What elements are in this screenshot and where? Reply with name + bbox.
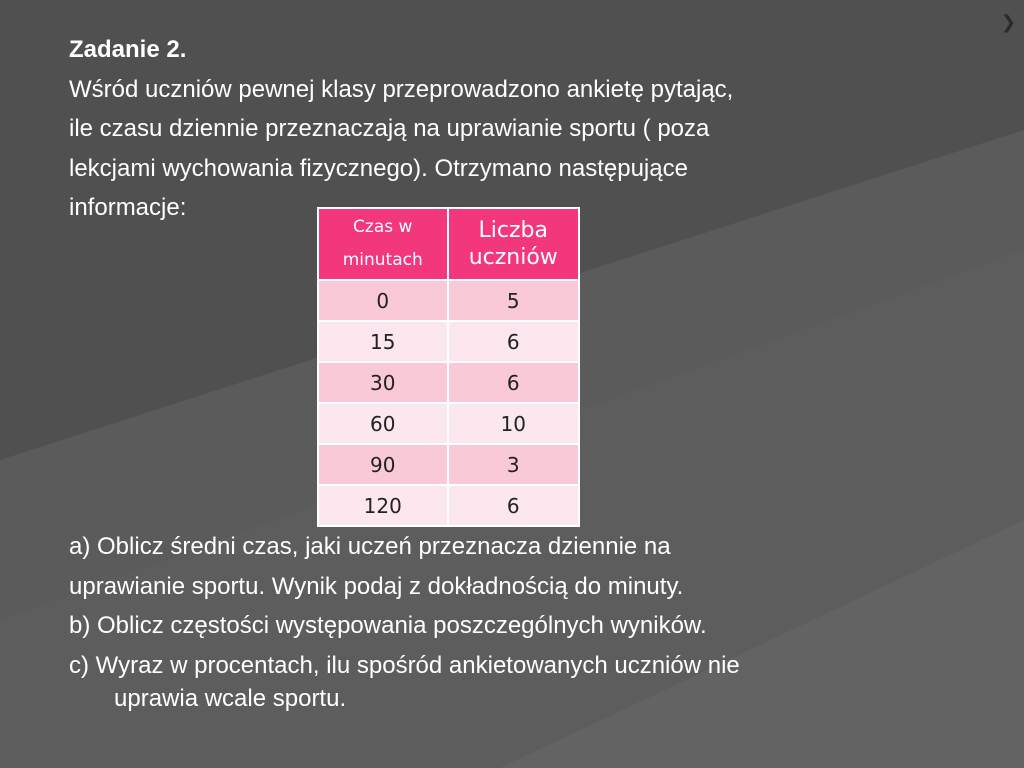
question-b: b) Oblicz częstości występowania poszczególnych wyników. [69,612,707,639]
question-c-line2: uprawia wcale sportu. [114,685,347,712]
chevron-right-icon: ❯ [1001,12,1017,33]
cell-czas: 120 [318,485,448,526]
header-liczba [448,208,580,280]
task-text [69,30,969,228]
questions [69,527,989,713]
question-c-line1: c) Wyraz w procentach, ilu spośród ankietowanych uczniów nie [69,651,740,679]
table-row [318,403,579,444]
cell-czas: 15 [318,321,448,362]
table-row [318,362,579,403]
cell-liczba: 6 [448,362,580,403]
task-intro-line: Wśród uczniów pewnej klasy przeprowadzono ankietę pytając, [69,75,734,103]
cell-liczba: 3 [448,444,580,485]
task-intro-line: lekcjami wychowania fizycznego). Otrzymano następujące [69,154,688,182]
header-liczba-line1: Liczba [478,218,548,243]
data-table [317,207,580,527]
cell-liczba: 5 [448,280,580,321]
cell-liczba: 6 [448,321,580,362]
header-czas-line2: minutach [342,250,423,270]
cell-czas: 0 [318,280,448,321]
header-czas-line1: Czas w [353,217,413,237]
task-intro-line: ile czasu dziennie przeznaczają na uprawianie sportu ( poza [69,115,710,142]
cell-czas: 60 [318,403,448,444]
table-header-row [318,208,579,280]
table-row [318,321,579,362]
header-czas [318,208,448,280]
cell-czas: 30 [318,362,448,403]
cell-liczba: 10 [448,403,580,444]
table-row [318,280,579,321]
task-title: Zadanie 2. [69,36,187,63]
cell-liczba: 6 [448,485,580,526]
table-row [318,485,579,526]
question-a-line1: a) Oblicz średni czas, jaki uczeń przeznacza dziennie na [69,533,671,560]
task-intro-line: informacje: [69,194,187,221]
header-liczba-line2: uczniów [468,245,558,270]
question-a-line2: uprawianie sportu. Wynik podaj z dokładnością do minuty. [69,572,684,600]
cell-czas: 90 [318,444,448,485]
table-row [318,444,579,485]
